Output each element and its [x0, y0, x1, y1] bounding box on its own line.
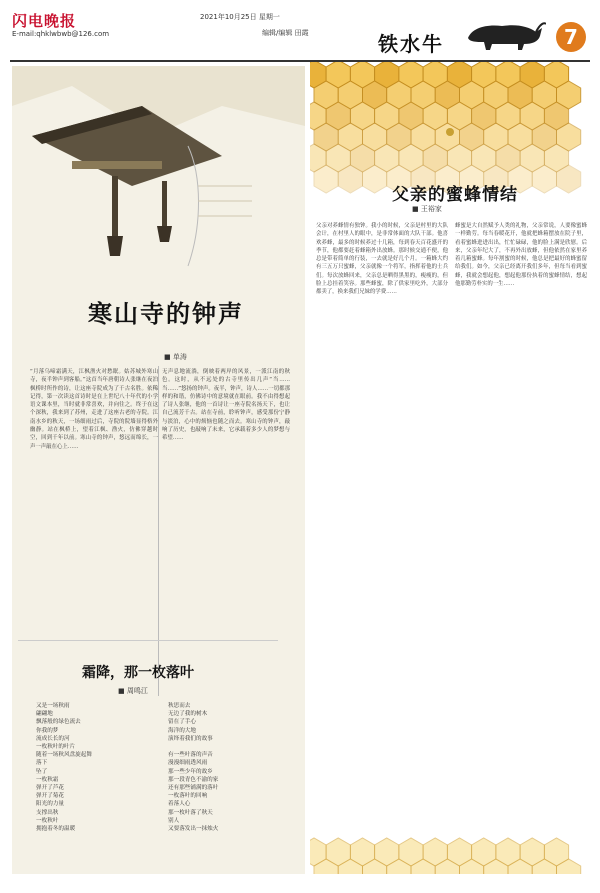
- article-author: ■ 单涛: [164, 353, 187, 361]
- poem-title: 霜降，那一枚落叶: [82, 665, 194, 681]
- poem-line: 有一些叶落的声音: [168, 752, 213, 759]
- temple-illustration: [12, 66, 305, 306]
- poem-line: 翩翩地: [36, 711, 53, 718]
- poem-line: 支撑出秋: [36, 809, 59, 816]
- poem-line: 海洋的大地: [168, 727, 196, 734]
- poem-line: 落下: [36, 760, 48, 767]
- masthead: [0, 0, 600, 62]
- poem-line: 留在了手心: [168, 719, 196, 726]
- poem-line: 流成长长的河: [36, 735, 70, 742]
- article-body-column: 父亲对养蜂情有独钟。我小的时候，父亲是村里的大队会计，在村里人的眼中，是非常体面的大队干部。他喜欢养蜂，最多的时候养过十几箱，每到春天百花盛开的季节，他都要赶着蜂箱外出放蜂。那时候交通不便，他总是带着简单的行装，一去就是好几个月。一箱蜂大约有三五万只蜜蜂，父亲就像一个将军，指挥着他的士兵们。每次放蜂回来，父亲总是晒得黑黑的，瘦瘦的，但脸上总挂着笑容。那些蜂蜜，除了供家里吃外，大部分都卖了，换来我们兄妹的学费……: [316, 223, 448, 296]
- newspaper-logo: 闪电晚报: [12, 12, 77, 30]
- poem-line: 又要落发出一抹烛火: [168, 826, 219, 833]
- section-title: 铁水牛: [378, 32, 444, 56]
- poem-line: 坠了: [36, 768, 48, 775]
- poem-line: 又是一场秋雨: [36, 703, 70, 709]
- poem-line: 拥抱着冬的温暖: [36, 826, 76, 833]
- article-title: 寒山寺的钟声: [88, 299, 244, 328]
- poem-line: 弹开了菊花: [36, 793, 64, 800]
- poem-line: 秋思而去: [168, 703, 191, 709]
- poem-line: 还有那些铺满的落叶: [168, 785, 219, 792]
- article-body-column: 无声息地流淌，倒映着两岸的风景，一派江南的秋色。这时，从不远处的古寺里传出几声“当……当……”悠扬的钟声。夜半，钟声，诗人……一切都那样的和谐，仿佛诗中的意境就在眼前。我不由得想起了诗人张继，他的一首诗让一座寺院名扬天下，也让自己流芳千古。站在寺前，聆听钟声，感受那份宁静与淡泊，心中的烦恼也随之而去。寒山寺的钟声，敲响了历史，也敲响了未来，它承载着多少人的梦想与希望……: [162, 369, 290, 442]
- dateline: 2021年10月25日 星期一: [200, 13, 280, 21]
- article-author: ■ 王裕家: [412, 205, 442, 213]
- poem-line: 漫漫细雨透风雨: [168, 760, 208, 767]
- poem-line: 你我的梦: [36, 727, 59, 734]
- poem-line: 那一枚叶落了秋天: [168, 809, 213, 816]
- article-title: 父亲的蜜蜂情结: [392, 185, 518, 205]
- poem-line: 弹开了芦花: [36, 785, 64, 792]
- article-body-column: “月落乌啼霜满天，江枫渔火对愁眠。姑苏城外寒山寺，夜半钟声到客船。”这首当年唐朝诗人张继在夜泊枫桥时所作的诗，让这座寺院成为了千古名胜。依稀记得，第一次读这首诗时是在上世纪八十年代的小学语文课本里，当时就非常喜欢，并向往之。终于在这个深秋，我来到了苏州，走进了这座古老的寺院。江南水乡的秋天，一场细雨过后，寺院的院墙显得格外幽静。站在枫桥上，望着江枫、渔火，仿佛穿越时空，回到千年以前。寒山寺的钟声，悠远而绵长，一声一声敲在心上……: [30, 369, 158, 450]
- poem-line: 无边了我的树木: [168, 711, 208, 718]
- poem-line: 着落人心: [168, 801, 191, 808]
- poem-line: 那一段青色不渝的家: [168, 776, 219, 783]
- poem-line: 一枚秋叶的叶片: [36, 744, 76, 751]
- email-line: E-mail:qhklwbwb@126.com: [12, 30, 110, 38]
- poem-line: 阳光的力量: [36, 801, 64, 808]
- poem-line: 飘落般的绿色流去: [36, 719, 81, 726]
- poem-line: 一枚秋叶: [36, 817, 59, 824]
- poem-line: 随着一场秋风盘旋起舞: [36, 752, 92, 759]
- poem-line: 一枚落叶的回响: [168, 793, 208, 800]
- poem-line: [168, 743, 278, 751]
- page-number-badge: 7: [556, 22, 586, 52]
- poem-column-left: [36, 702, 146, 833]
- poem-author: ■ 周鸣江: [118, 687, 148, 695]
- poem-line: 那一些少年的故乡: [168, 768, 213, 775]
- article-body-column: 蜂蜜是大自然赋予人类的礼物，父亲常说，人要像蜜蜂一样勤劳。每当春暖花开，他就把蜂箱摆放在院子里，看着蜜蜂进进出出，忙忙碌碌，他的脸上满是欣慰。后来，父亲年纪大了，不再外出放蜂，但他依然在家里养着几箱蜜蜂。每年割蜜的时候，他总是把最好的蜂蜜留给我们。如今，父亲已经离开我们多年，但每当看到蜜蜂，我就会想起他，想起他那份执着的蜜蜂情结，想起他那勤劳朴实的一生……: [455, 223, 587, 288]
- poem-line: 演绎着我们的故事: [168, 735, 213, 742]
- ox-icon: [462, 14, 546, 52]
- poem-line: 别人: [168, 817, 180, 824]
- poem-line: 一枚秋霜: [36, 776, 59, 783]
- editor-credit: 编辑/编辑 田霞: [262, 29, 309, 37]
- poem-column-right: [168, 702, 278, 833]
